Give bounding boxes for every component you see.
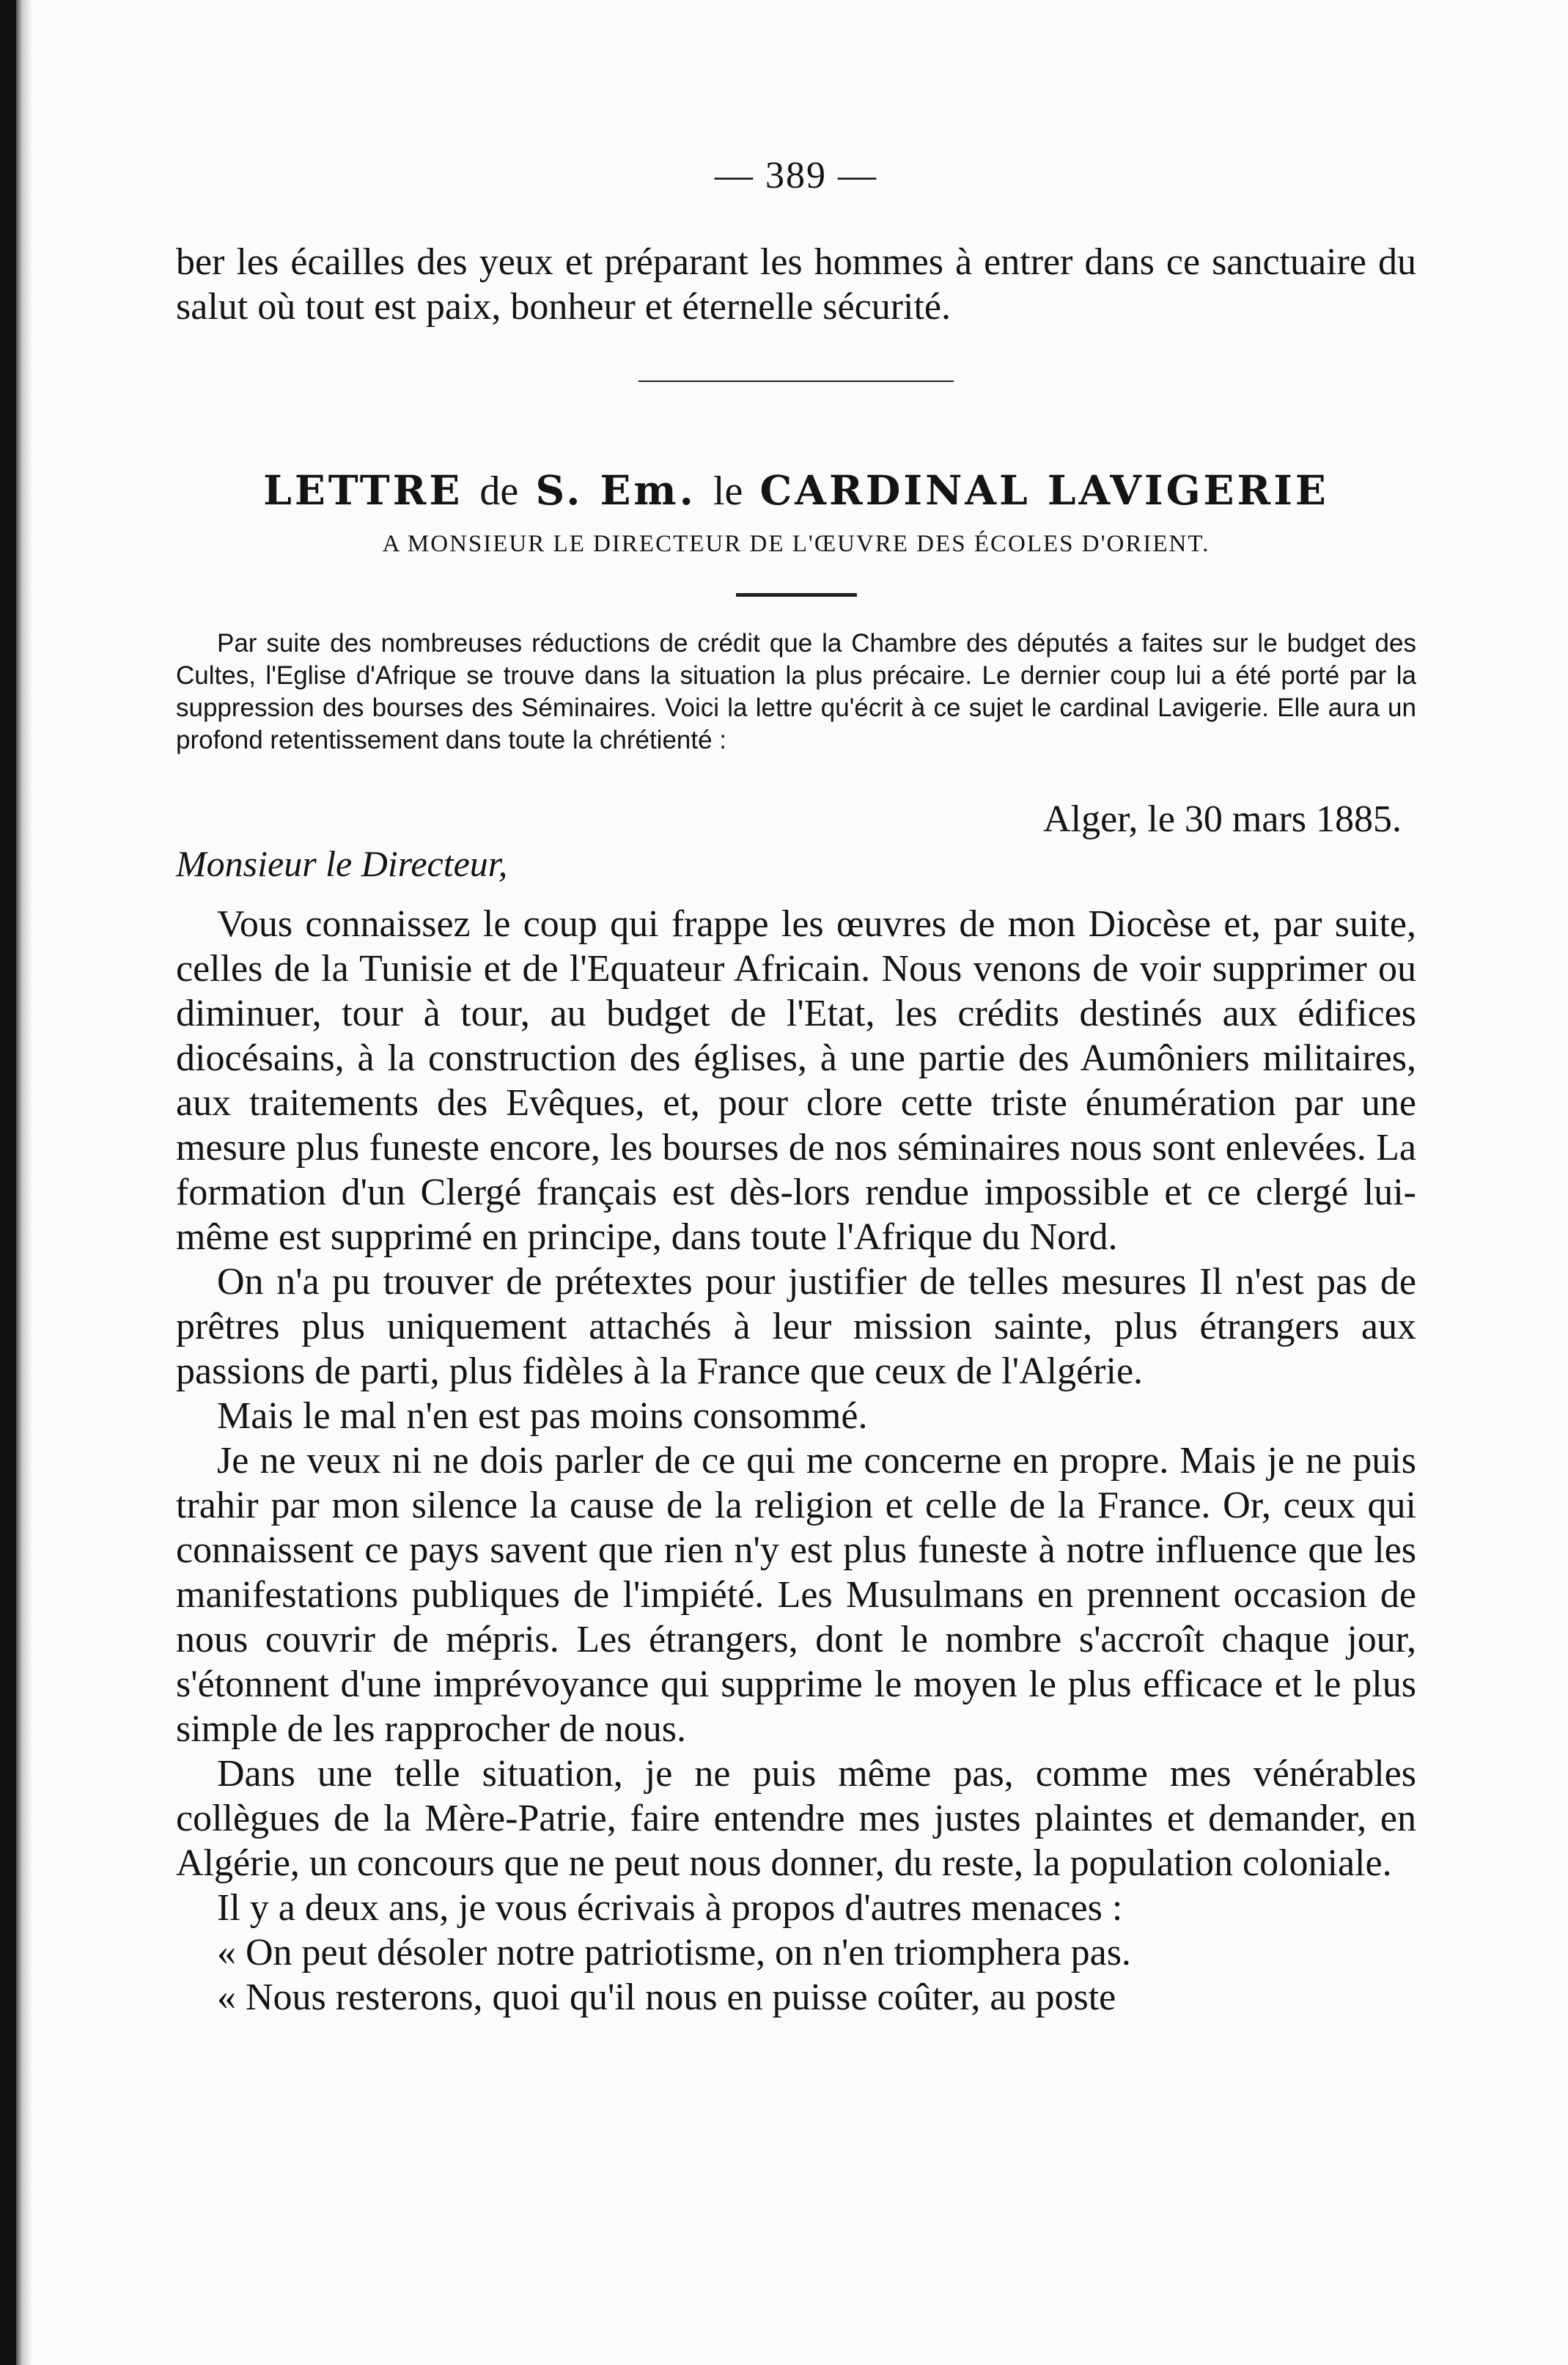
title-underline	[736, 593, 857, 597]
letter-title	[176, 466, 1416, 515]
letter-paragraph: Je ne veux ni ne dois parler de ce qui me concerne en propre. Mais je ne puis trahir par mon silence la cause de la religion et celle de la France. Or, ceux qui connaissent ce pays savent que rien n'y est plus funeste à notre influence que les manifestations publiques de l'impiété. Les Musulmans en prennent occasion de nous couvrir de mépris. Les étrangers, dont le nombre s'accroît chaque jour, s'étonnent d'une imprévoyance qui supprime le moyen le plus efficace et le plus simple de les rapprocher de nous.	[176, 1440, 1416, 1750]
page-number: — 389 —	[715, 155, 877, 196]
title-word-s-em: S. Em.	[535, 466, 696, 514]
title-word-le: le	[713, 468, 743, 514]
letter-paragraph: Dans une telle situation, je ne puis même pas, comme mes vénérables collègues de la Mère-Patrie, faire entendre mes justes plaintes et demander, en Algérie, un concours que ne peut nous donner, du reste, la population coloniale.	[176, 1753, 1416, 1884]
letter-paragraph: Vous connaissez le coup qui frappe les œuvres de mon Diocèse et, par suite, celles de la Tunisie et de l'Equateur Africain. Nous venons de voir supprimer ou diminuer, tour à tour, au budget de l'Etat, les crédits destinés aux édifices diocésains, à la construction des églises, à une partie des Aumôniers militaires, aux traitements des Evêques, et, pour clore cette triste énumération par une mesure plus funeste encore, les bourses de nos séminaires nous sont enlevées. La formation d'un Clergé français est dès-lors rendue impossible et ce clergé lui-même est supprimé en principe, dans toute l'Afrique du Nord.	[176, 903, 1416, 1258]
letter-subtitle: A MONSIEUR LE DIRECTEUR DE L'ŒUVRE DES ÉCOLES D'ORIENT.	[382, 531, 1210, 557]
title-word-de: de	[479, 468, 519, 514]
book-spine-shadow	[0, 0, 16, 2365]
quoted-line: « On peut désoler notre patriotisme, on n'en triomphera pas.	[217, 1932, 1131, 1974]
title-word-lettre: LETTRE	[263, 466, 463, 514]
letter-salutation: Monsieur le Directeur,	[176, 843, 508, 884]
book-page	[176, 154, 1416, 2020]
editorial-summary: Par suite des nombreuses réductions de crédit que la Chambre des députés a faites sur le budget des Cultes, l'Eglise d'Afrique se trouve dans la situation la plus précaire. Le dernier coup lui a été porté par la suppression des bourses des Séminaires. Voici la lettre qu'écrit à ce sujet le cardinal Lavigerie. Elle aura un profond retentissement dans toute la chrétienté :	[176, 629, 1416, 754]
book-gutter	[16, 0, 32, 2365]
quoted-line: « Nous resterons, quoi qu'il nous en puisse coûter, au poste	[217, 1976, 1116, 2018]
intro-paragraph: ber les écailles des yeux et préparant les hommes à entrer dans ce sanctuaire du salut où tout est paix, bonheur et éternelle sécurité.	[176, 241, 1416, 328]
letter-body	[176, 902, 1416, 2020]
section-divider	[638, 380, 954, 382]
letter-paragraph: Il y a deux ans, je vous écrivais à propos d'autres menaces :	[217, 1887, 1123, 1929]
letter-paragraph: On n'a pu trouver de prétextes pour justifier de telles mesures Il n'est pas de prêtres plus uniquement attachés à leur mission sainte, plus étrangers aux passions de parti, plus fidèles à la France que ceux de l'Algérie.	[176, 1261, 1416, 1392]
letter-place-date: Alger, le 30 mars 1885.	[1043, 798, 1402, 840]
letter-paragraph: Mais le mal n'en est pas moins consommé.	[217, 1395, 868, 1437]
title-word-cardinal: CARDINAL LAVIGERIE	[759, 466, 1329, 514]
